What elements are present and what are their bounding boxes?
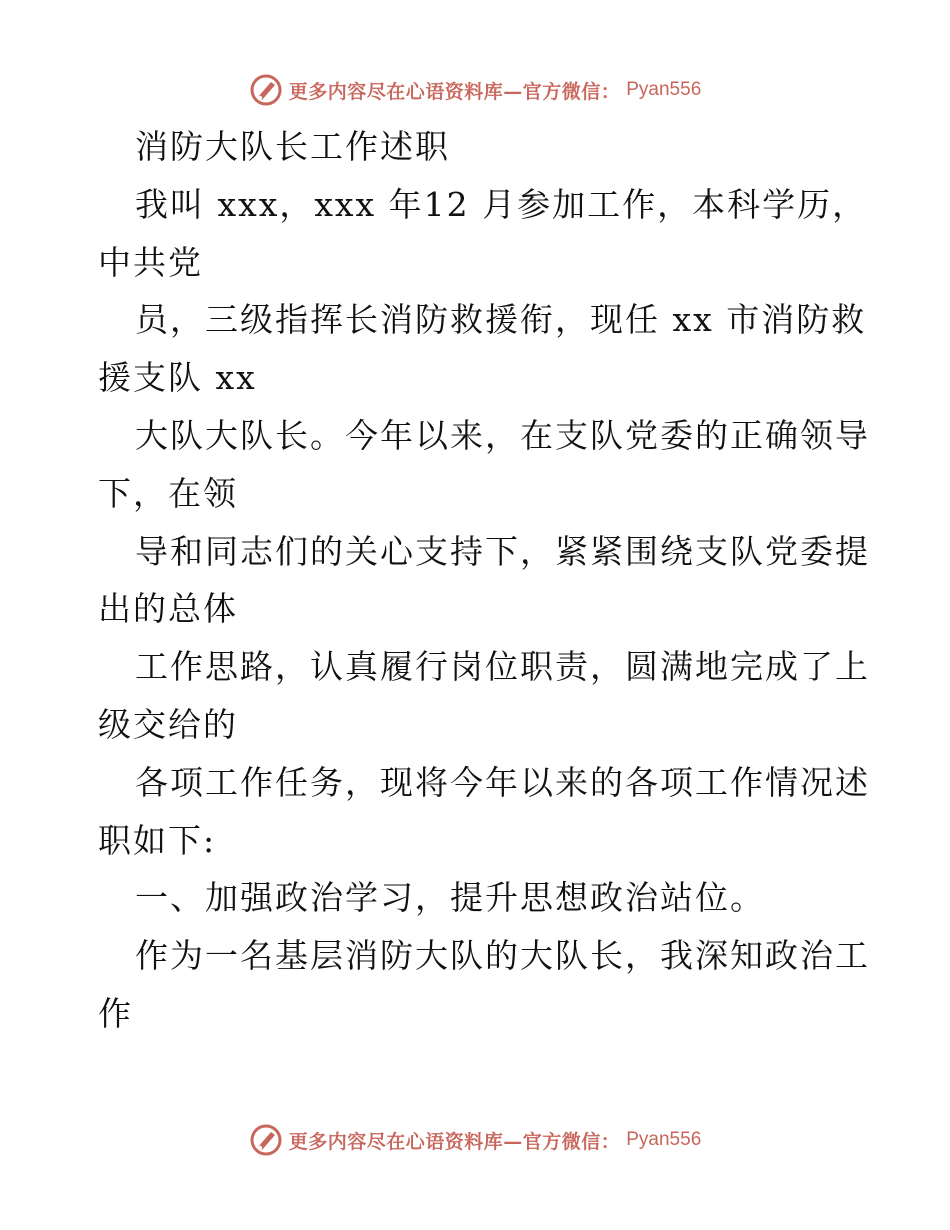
document-line: 级交给的: [98, 704, 238, 744]
footer-banner-text: 更多内容尽在心语资料库—官方微信：: [288, 1130, 621, 1153]
footer-watermark-banner: [0, 1120, 950, 1160]
document-line: 作为一名基层消防大队的大队长，我深知政治工: [135, 936, 870, 976]
document-line: 援支队 xx: [98, 358, 257, 398]
document-line: 中共党: [98, 242, 203, 282]
document-body: [98, 118, 868, 1043]
document-line: 我叫 xxx，xxx 年12 月参加工作，本科学历，: [135, 184, 868, 224]
section-heading: 一、加强政治学习，提升思想政治站位。: [135, 878, 765, 918]
document-line: 工作思路，认真履行岗位职责，圆满地完成了上: [135, 647, 870, 687]
document-line: 出的总体: [98, 589, 238, 629]
header-banner-text: 更多内容尽在心语资料库—官方微信：: [288, 80, 621, 103]
document-line: 导和同志们的关心支持下，紧紧围绕支队党委提: [135, 531, 870, 571]
header-banner-handle: Pyan556: [626, 79, 702, 100]
document-line: 职如下:: [98, 820, 217, 860]
document-line: 作: [98, 993, 133, 1033]
document-line: 下，在领: [98, 473, 238, 513]
footer-banner-handle: Pyan556: [626, 1129, 702, 1150]
document-title: 消防大队长工作述职: [135, 127, 450, 166]
document-line: 大队大队长。今年以来，在支队党委的正确领导: [135, 415, 870, 455]
header-watermark-banner: [0, 70, 950, 110]
pen-logo-icon: [249, 73, 283, 107]
document-line: 各项工作任务，现将今年以来的各项工作情况述: [135, 762, 870, 802]
document-line: 员，三级指挥长消防救援衔，现任 xx 市消防救: [135, 300, 867, 340]
pen-logo-icon: [249, 1123, 283, 1157]
